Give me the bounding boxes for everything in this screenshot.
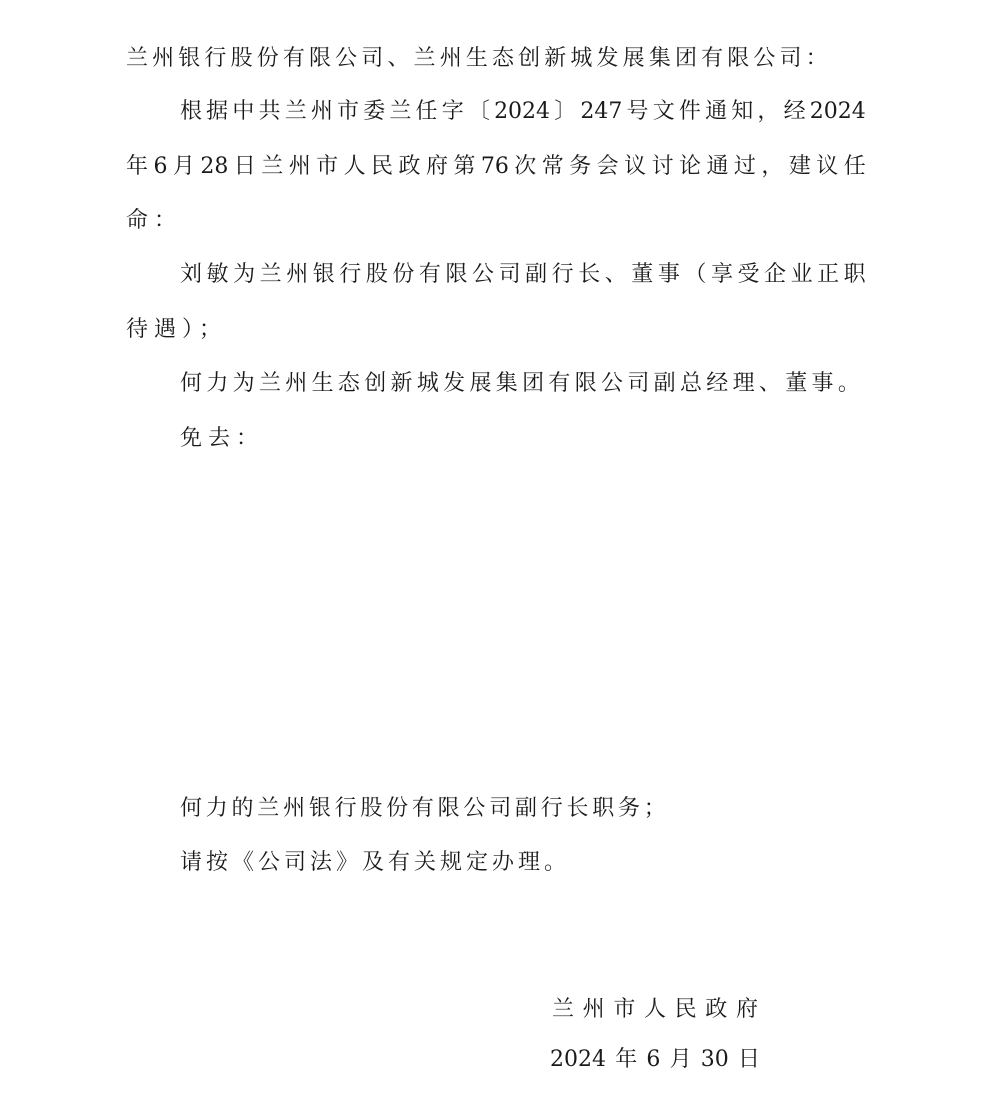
removal-item-1: 何 力 的 兰 州 银 行 股 份 有 限 公 司 副 行 长 职 务 ； bbox=[180, 796, 666, 821]
issuer-name: 兰 州 市 人 民 政 府 bbox=[552, 997, 758, 1022]
basis-paragraph-line-2: 年 6 月 28 日 兰 州 市 人 民 政 府 第 76 次 常 务 会 议 讨 论 通 过 ， 建 议 任 bbox=[126, 154, 866, 179]
issue-date: 2024 年 6 月 30 日 bbox=[550, 1047, 760, 1072]
appointment-1-line-1: 刘 敏 为 兰 州 银 行 股 份 有 限 公 司 副 行 长 、 董 事 （ 享 受 企 业 正 职 bbox=[180, 262, 866, 287]
basis-paragraph-line-1: 根 据 中 共 兰 州 市 委 兰 任 字 〔 2024 〕 247 号 文 件 通 知 ， 经 2024 bbox=[180, 99, 866, 124]
appointment-2: 何 力 为 兰 州 生 态 创 新 城 发 展 集 团 有 限 公 司 副 总 经 理 、 董 事 。 bbox=[180, 371, 860, 396]
appointment-1-line-2: 待遇）； bbox=[126, 317, 228, 342]
closing-instruction: 请按《公司法》及有关规定办理。 bbox=[180, 850, 571, 875]
addressee-line: 兰 州 银 行 股 份 有 限 公 司 、 兰 州 生 态 创 新 城 发 展 集 团 有 限 公 司 ： bbox=[126, 46, 828, 71]
removal-heading: 免去： bbox=[180, 426, 265, 451]
basis-paragraph-line-3: 命： bbox=[126, 208, 183, 233]
